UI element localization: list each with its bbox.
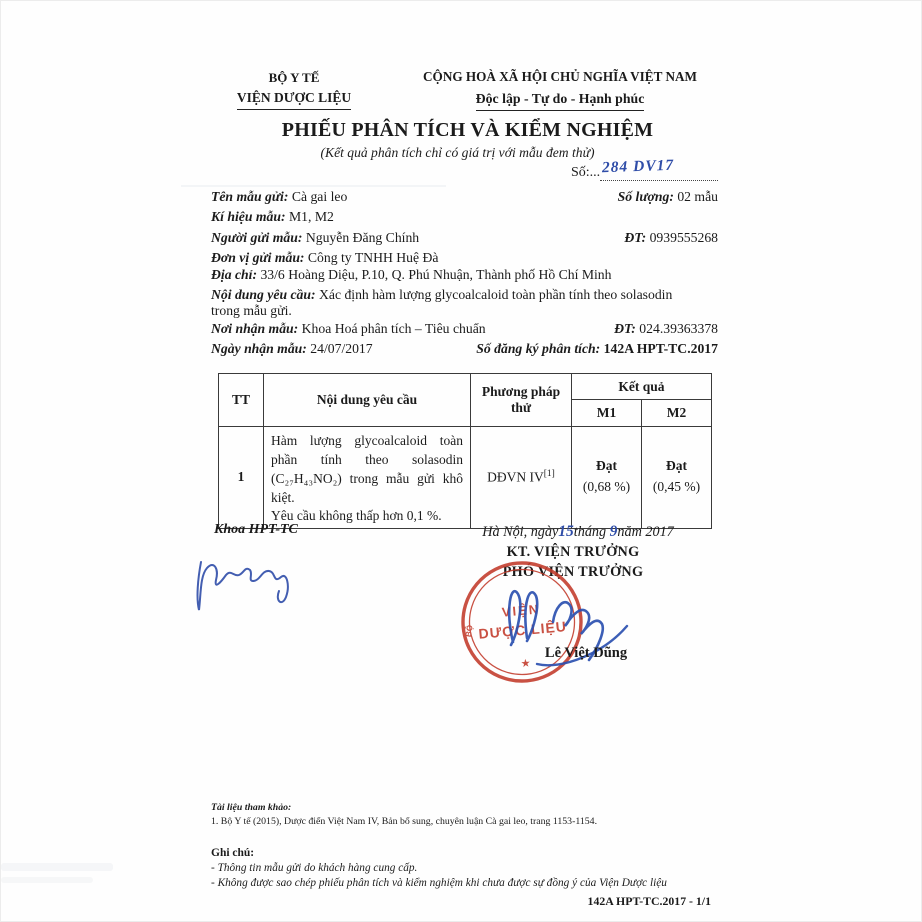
ministry-name: BỘ Y TẾ [268, 70, 320, 85]
table-row [219, 427, 712, 529]
handwritten-month: 9 [609, 523, 618, 540]
scan-artifact-line [181, 185, 446, 187]
institute-name: VIỆN DƯỢC LIỆU [237, 88, 351, 111]
code-label: Kí hiệu mẫu: [211, 209, 286, 224]
motto-line: Độc lập - Tự do - Hạnh phúc [476, 89, 645, 112]
cell-method [471, 427, 572, 529]
scan-artifact-smudge [1, 877, 93, 883]
sender-phone-label: ĐT: [624, 230, 647, 245]
doc-number-label: Số:... [571, 165, 601, 180]
dept-signature-scribble [191, 544, 311, 614]
receiver-value: Khoa Hoá phân tích – Tiêu chuẩn [301, 321, 486, 336]
receiver-phone-label: ĐT: [614, 321, 636, 336]
method-ref: [1] [543, 469, 555, 480]
quantity-value: 02 mẫu [677, 189, 718, 204]
address-label: Địa chỉ: [211, 267, 258, 282]
sample-name-value: Cà gai leo [291, 189, 348, 204]
scan-artifact-smudge [1, 863, 113, 871]
code-value: M1, M2 [288, 209, 334, 224]
col-header-tt: TT [219, 374, 264, 427]
received-date-value: 24/07/2017 [310, 341, 373, 356]
deputy-title: PHÓ VIỆN TRƯỞNG [502, 564, 644, 580]
field-receiver [211, 321, 718, 337]
stamp-text-line2: DƯỢC LIỆU [477, 618, 568, 642]
sender-value: Nguyễn Đăng Chính [305, 230, 420, 245]
reg-value: 142A HPT-TC.2017 [603, 341, 718, 356]
stamp-star-icon: ★ [520, 657, 532, 671]
receiver-phone-value: 024.39363378 [639, 321, 718, 336]
sample-name-label: Tên mẫu gửi: [211, 189, 289, 204]
republic-line: CỘNG HOÀ XÃ HỘI CHỦ NGHĨA VIỆT NAM [423, 69, 697, 84]
handwritten-day: 15 [558, 523, 574, 540]
reference-item: 1. Bộ Y tế (2015), Dược điển Việt Nam IV, Bản bổ sung, chuyên luận Cà gai leo, trang 1153-1154. [211, 816, 598, 827]
notes-title: Ghi chú: [211, 847, 255, 859]
receiver-label: Nơi nhận mẫu: [211, 321, 299, 336]
place-date-line [428, 523, 728, 541]
note-line-2: - Không được sao chép phiếu phân tích và kiểm nghiệm khi chưa được sự đồng ý của Viện Dược liệu [211, 877, 667, 889]
doc-subtitle: (Kết quả phân tích chỉ có giá trị với mẫu đem thử) [320, 145, 595, 160]
doc-number-value: 284 DV17 [601, 156, 675, 177]
field-org [211, 250, 718, 266]
signer-name: Lê Việt Dũng [544, 645, 628, 661]
issuer-block [214, 69, 374, 110]
col-header-m1: M1 [572, 400, 642, 427]
month-word: tháng [573, 524, 607, 540]
cell-result-m1 [572, 427, 642, 529]
m2-result: Đạt [666, 458, 687, 474]
m1-value: (0,68 %) [582, 479, 631, 495]
field-sample-code [211, 209, 718, 225]
reg-label: Số đăng ký phân tích: [476, 341, 601, 356]
stamp-text-line1: VIỆN [501, 601, 541, 620]
col-header-content: Nội dung yêu cầu [264, 374, 471, 427]
field-request-cont [211, 303, 718, 319]
col-header-result: Kết quả [572, 374, 712, 400]
doc-number [571, 156, 718, 181]
org-label: Đơn vị gửi mẫu: [211, 250, 305, 265]
doc-number-dots [600, 156, 718, 181]
address-value: 33/6 Hoàng Diệu, P.10, Q. Phú Nhuận, Thành phố Hồ Chí Minh [260, 267, 612, 282]
col-header-m2: M2 [642, 400, 712, 427]
m1-result: Đạt [596, 458, 617, 474]
cell-tt: 1 [219, 427, 264, 529]
results-table [218, 373, 712, 529]
request-value-line1: Xác định hàm lượng glycoalcaloid toàn phần tính theo solasodin [318, 287, 673, 302]
method-name: DĐVN IV [487, 469, 544, 485]
cell-content [264, 427, 471, 529]
sender-label: Người gửi mẫu: [211, 230, 303, 245]
cell-result-m2 [642, 427, 712, 529]
received-date-label: Ngày nhận mẫu: [211, 341, 307, 356]
cell-content-line1: Hàm lượng glycoalcaloid toàn phần tính theo solasodin (C₂₇H₄₃NO₂) trong mẫu gửi khô kiệt. [271, 433, 463, 506]
request-value-line2: trong mẫu gửi. [211, 303, 292, 318]
references-title: Tài liệu tham khảo: [211, 802, 292, 813]
year-word: năm 2017 [617, 524, 674, 540]
department-title: Khoa HPT-TC [214, 522, 298, 537]
field-sender [211, 230, 718, 246]
field-received-date [211, 341, 718, 357]
org-value: Công ty TNHH Huệ Đà [307, 250, 439, 265]
request-label: Nội dung yêu cầu: [211, 287, 316, 302]
stamp-side-text: BỘ [463, 624, 475, 638]
sender-phone-value: 0939555268 [649, 230, 718, 245]
field-request [211, 287, 718, 303]
place-date-prefix: Hà Nội, ngày [482, 524, 559, 540]
col-header-method: Phương pháp thử [471, 374, 572, 427]
doc-title: PHIẾU PHÂN TÍCH VÀ KIỂM NGHIỆM [281, 119, 654, 141]
republic-block [399, 67, 721, 111]
page-code: 142A HPT-TC.2017 - 1/1 [587, 894, 711, 908]
field-address [211, 267, 718, 283]
note-line-1: - Thông tin mẫu gửi do khách hàng cung cấp. [211, 862, 418, 874]
quantity-label: Số lượng: [617, 189, 674, 204]
kt-title: KT. VIỆN TRƯỞNG [506, 544, 640, 560]
cell-content-line2: Yêu cầu không thấp hơn 0,1 %. [271, 507, 442, 523]
field-sample-name [211, 189, 718, 205]
m2-value: (0,45 %) [652, 479, 701, 495]
